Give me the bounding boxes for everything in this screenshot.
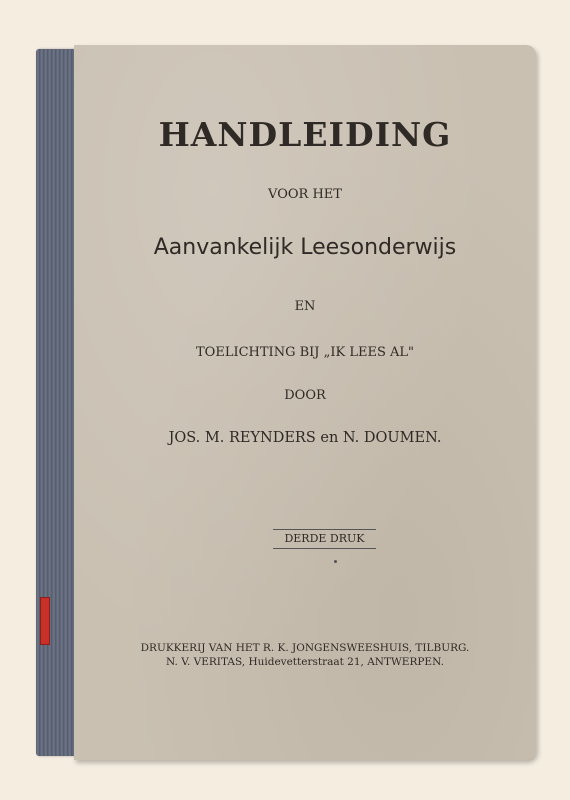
book-spine	[36, 49, 76, 756]
cover-printer-line-2: N. V. VERITAS, Huidevetterstraat 21, ANTWERPEN.	[166, 656, 444, 668]
cover-en: EN	[294, 299, 316, 314]
cover-door: DOOR	[284, 388, 326, 403]
cover-subtitle: Aanvankelijk Leesonderwijs	[153, 235, 457, 260]
cover-authors: JOS. M. REYNDERS en N. DOUMEN.	[168, 430, 442, 446]
cover-toelichting: TOELICHTING BIJ „IK LEES AL"	[196, 345, 414, 360]
book-cover	[74, 45, 536, 760]
cover-dot	[334, 560, 337, 563]
cover-voor-het: VOOR HET	[268, 187, 342, 202]
cover-edition: DERDE DRUK	[273, 529, 376, 549]
book	[36, 45, 536, 760]
cover-printer-line-1: DRUKKERIJ VAN HET R. K. JONGENSWEESHUIS, TILBURG.	[140, 642, 470, 654]
cover-title: HANDLEIDING	[158, 115, 452, 154]
spine-red-label	[40, 597, 50, 645]
